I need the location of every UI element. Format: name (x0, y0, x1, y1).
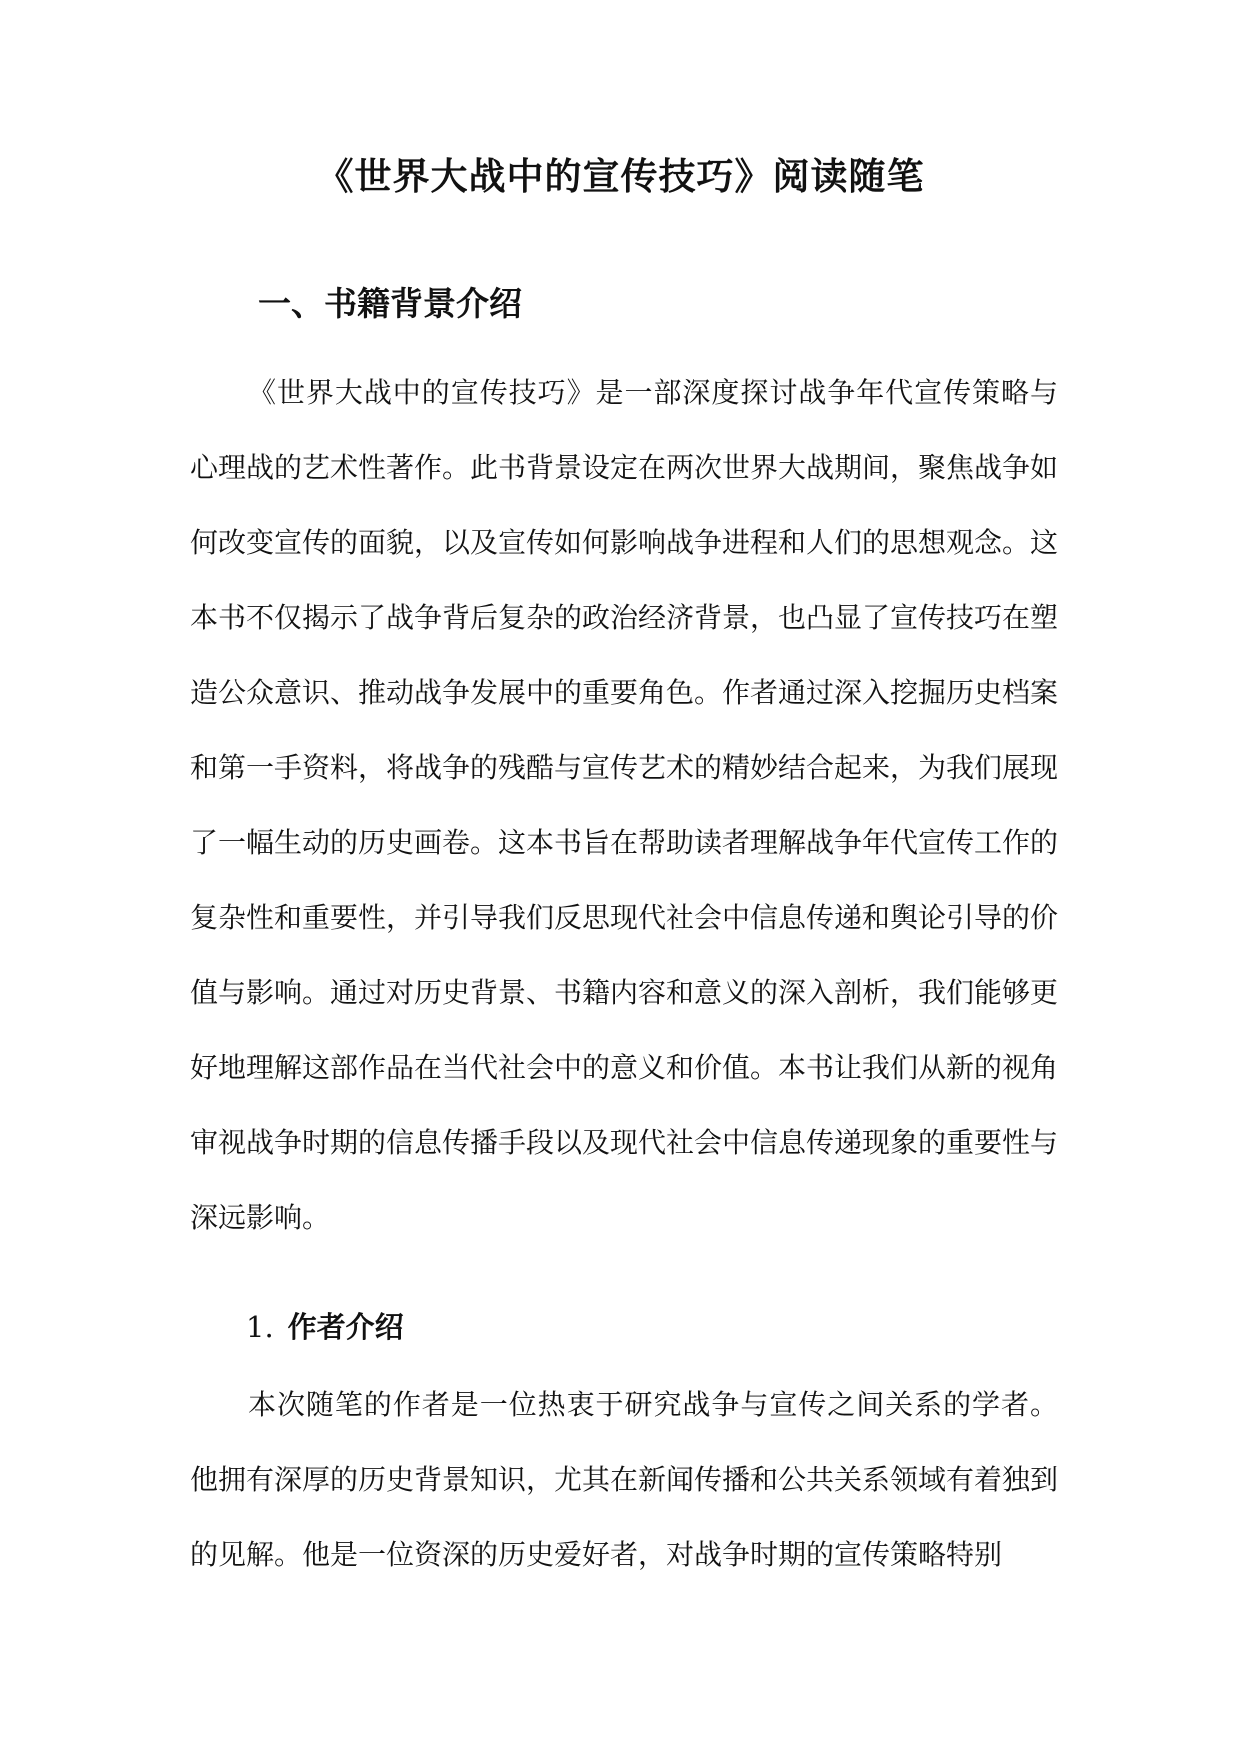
subsection-heading-author (246, 1307, 404, 1347)
document-title: 《世界大战中的宣传技巧》阅读随笔 (316, 154, 925, 198)
subsection-title: 作者介绍 (287, 1310, 404, 1344)
paragraph-author: 本次随笔的作者是一位热衷于研究战争与宣传之间关系的学者。他拥有深厚的历史背景知识，尤其在新闻传播和公共关系领域有着独到的见解。他是一位资深的历史爱好者，对战争时期的宣传策略特别 (190, 1388, 1059, 1571)
paragraph-background: 《世界大战中的宣传技巧》是一部深度探讨战争年代宣传策略与心理战的艺术性著作。此书背景设定在两次世界大战期间，聚焦战争如何改变宣传的面貌，以及宣传如何影响战争进程和人们的思想观念。这本书不仅揭示了战争背后复杂的政治经济背景，也凸显了宣传技巧在塑造公众意识、推动战争发展中的重要角色。作者通过深入挖掘历史档案和第一手资料，将战争的残酷与宣传艺术的精妙结合起来，为我们展现了一幅生动的历史画卷。这本书旨在帮助读者理解战争年代宣传工作的复杂性和重要性，并引导我们反思现代社会中信息传递和舆论引导的价值与影响。通过对历史背景、书籍内容和意义的深入剖析，我们能够更好地理解这部作品在当代社会中的意义和价值。本书让我们从新的视角审视战争时期的信息传播手段以及现代社会中信息传递现象的重要性与深远影响。 (190, 376, 1059, 1234)
subsection-number: 1. (246, 1310, 274, 1344)
section-heading-background: 一、书籍背景介绍 (258, 284, 522, 323)
